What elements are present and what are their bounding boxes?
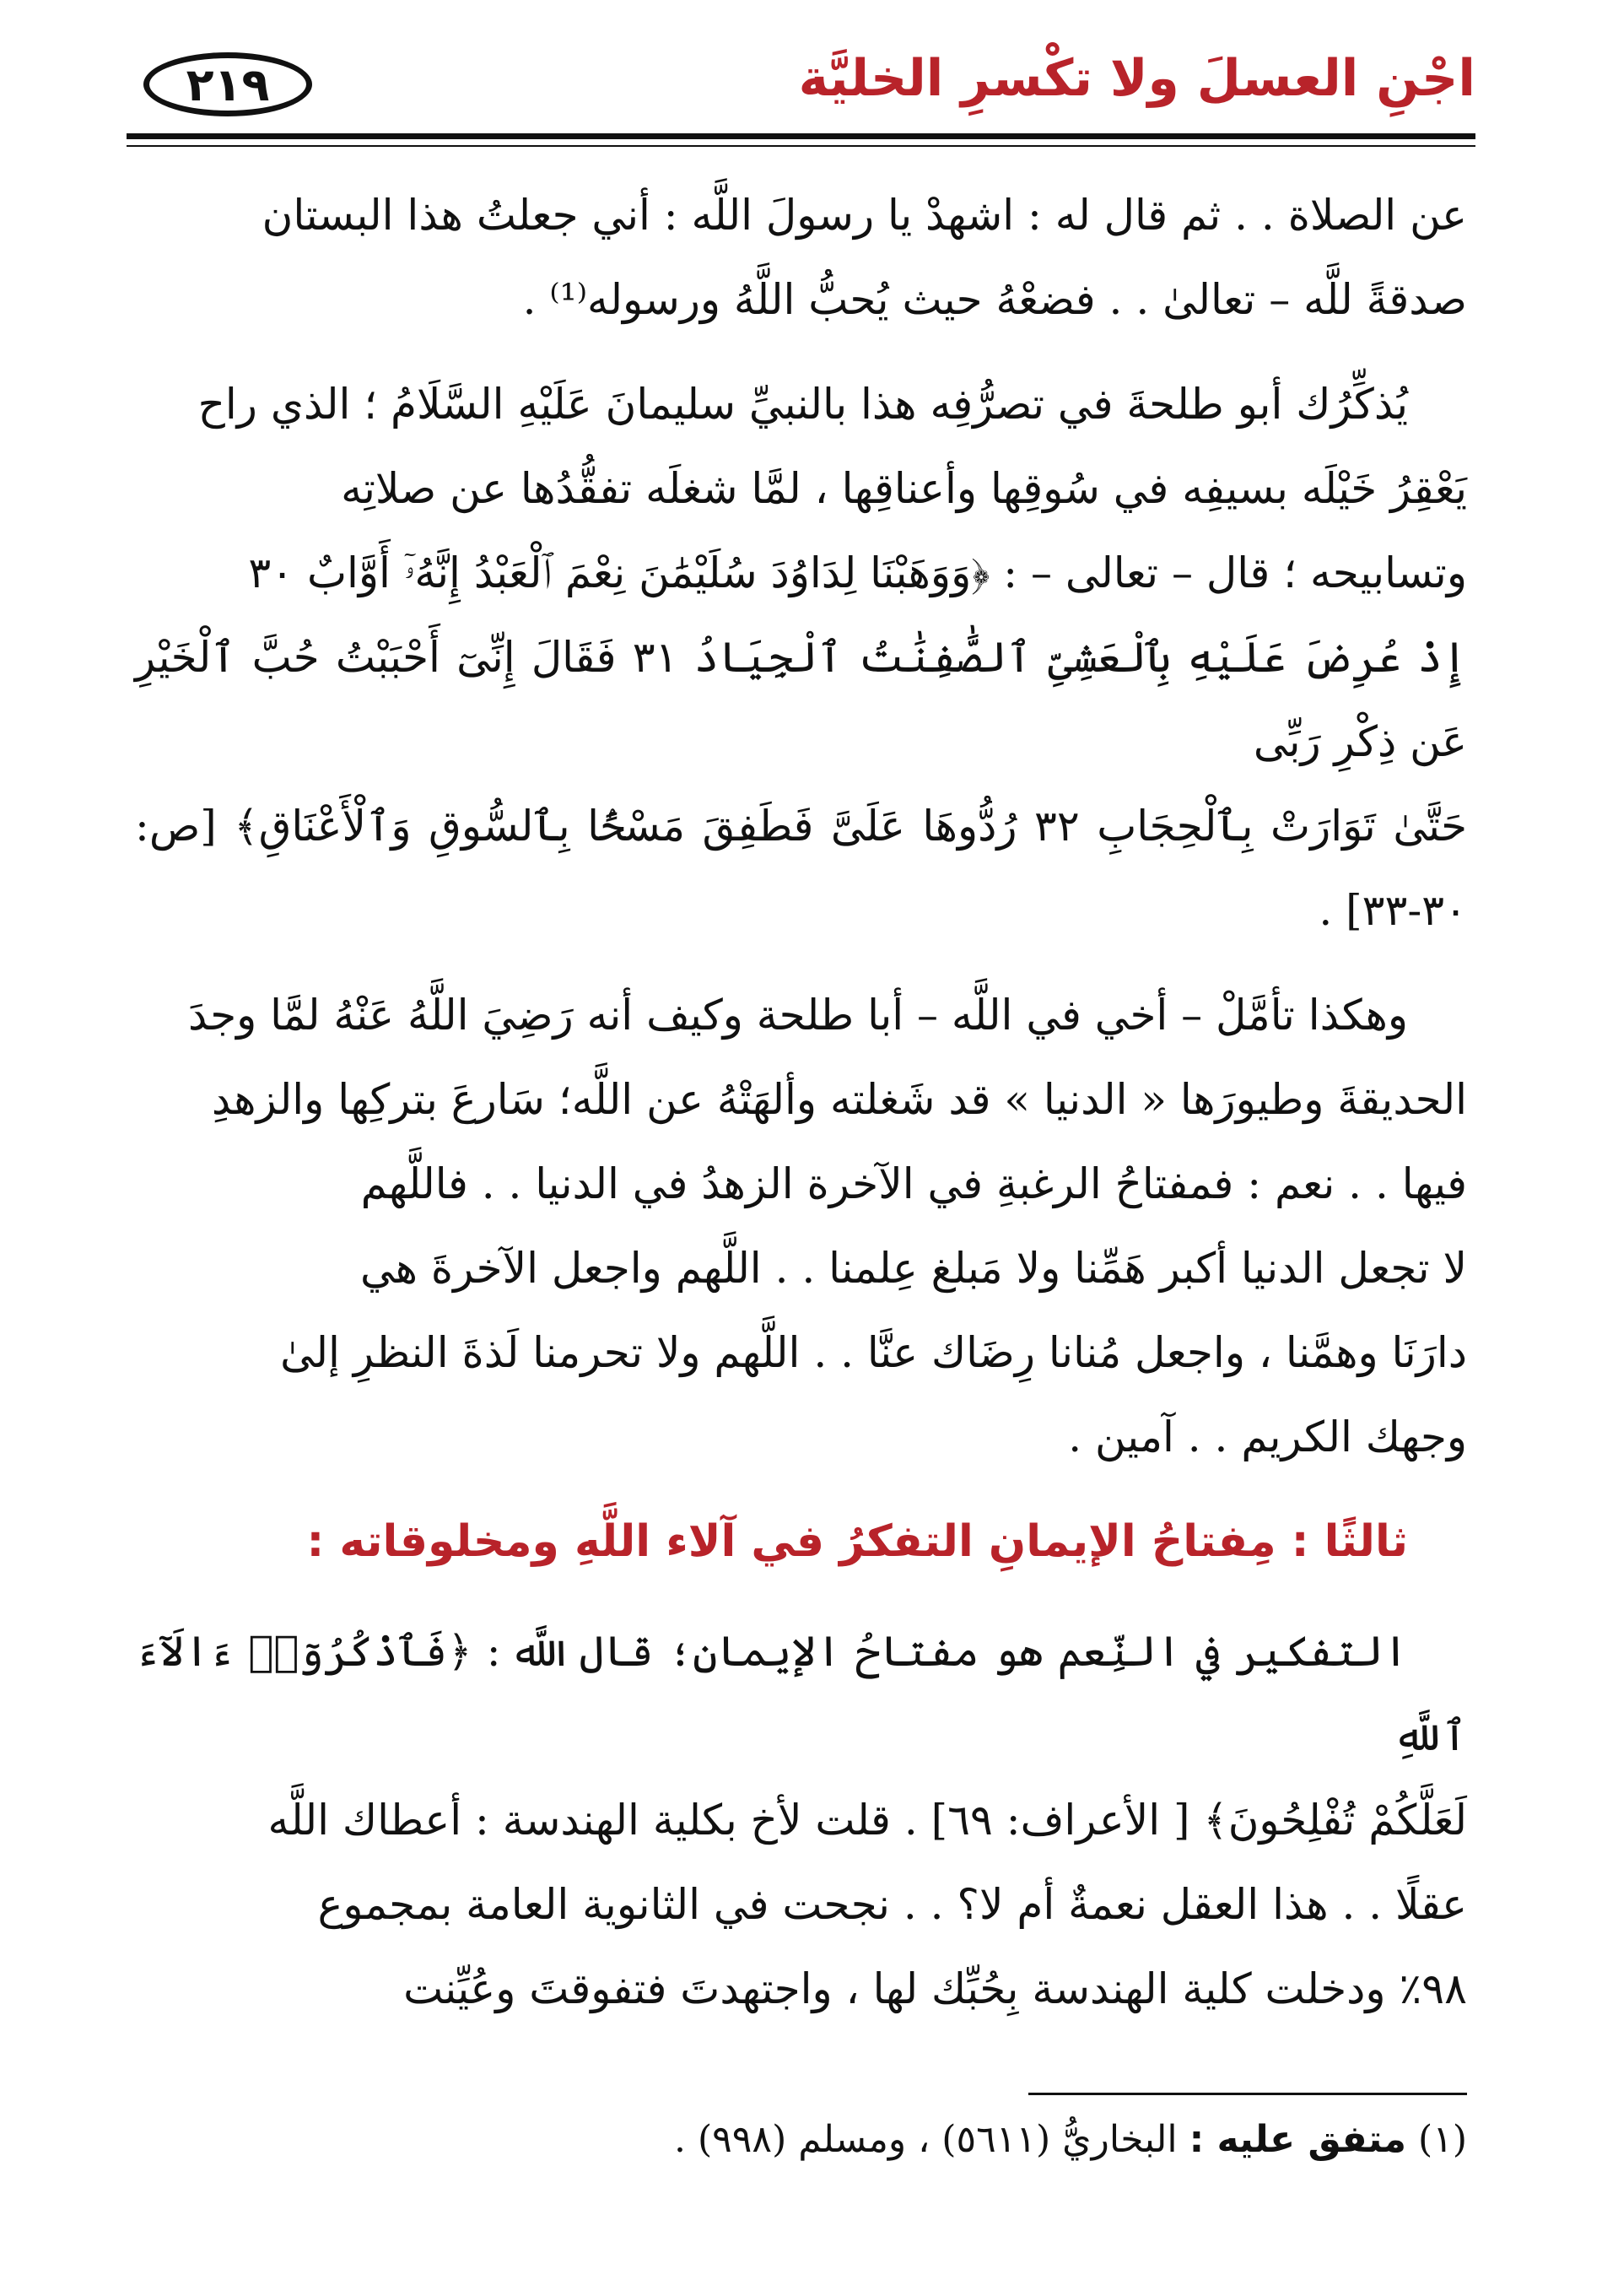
- running-title: اجْنِ العسلَ ولا تكْسرِ الخليَّة: [798, 49, 1475, 108]
- text-line: وتسابيحه ؛ قال – تعالى – : ﴿وَوَهَبْنَا لِدَاوُدَ سُلَيْمَٰنَ نِعْمَ ٱلْعَبْدُ إِنَّهُۥٓ أَوَّابٌ ٣٠: [248, 548, 1467, 597]
- page-body: [135, 173, 1467, 2051]
- header-rule-thin: [127, 145, 1475, 147]
- footnote-separator: [1028, 2093, 1467, 2095]
- text-line: وجهك الكريم . . آمين .: [1068, 1413, 1467, 1461]
- text-line: دارَنَا وهمَّنا ، واجعل مُنانا رِضَاك عنَّا . . اللَّهم ولا تحرمنا لَذةَ النظرِ إلىٰ: [280, 1328, 1467, 1377]
- footnote-text: البخاريُّ (٥٦١١) ، ومسلم (٩٩٨) .: [674, 2118, 1178, 2161]
- page-header: [127, 34, 1475, 135]
- text-line: لا تجعل الدنيا أكبر هَمِّنا ولا مَبلغ عِلمنا . . اللَّهم واجعل الآخرةَ هي: [359, 1244, 1467, 1293]
- paragraph-1: [135, 173, 1467, 342]
- text-line: ٩٨٪ ودخلت كلية الهندسة بِحُبِّك لها ، واجتهدتَ فتفوقتَ وعُيِّنت: [403, 1964, 1467, 2013]
- quran-verse-line: حَتَّىٰ تَوَارَتْ بِٱلْحِجَابِ ٣٢ رُدُّوهَا عَلَىَّ فَطَفِقَ مَسْحًۢا بِٱلسُّوقِ وَٱلْأَعْنَاقِ﴾ [ص: ٣٠-٣٣] .: [135, 802, 1467, 935]
- footnote-marker: (١): [1418, 2118, 1467, 2161]
- text-line: وهكذا تأمَّلْ – أخي في اللَّه – أبا طلحة وكيف أنه رَضِيَ اللَّهُ عَنْهُ لمَّا وجدَ: [187, 991, 1408, 1040]
- section-heading: ثالثًا : مِفتاحُ الإيمانِ التفكرُ في آلاء اللَّهِ ومخلوقاته :: [306, 1516, 1408, 1567]
- paragraph-2: [135, 362, 1467, 953]
- footnote-label: متفق عليه :: [1189, 2118, 1407, 2161]
- paragraph-3: [135, 973, 1467, 1479]
- text-line: التفكير في النِّعم هو مفتاحُ الإيمان؛ قال اللَّه : ﴿فَٱذْكُرُوٓا۟ ءَالَآءَ ٱللَّهِ: [135, 1627, 1467, 1760]
- text-line: يَعْقِرُ خَيْلَه بسيفِه في سُوقِها وأعناقِها ، لمَّا شغلَه تفقُّدُها عن صلاتِه: [341, 464, 1467, 513]
- text-line: عقلًا . . هذا العقل نعمةٌ أم لا؟ . . نجحت في الثانوية العامة بمجموع: [317, 1880, 1467, 1929]
- text-line: لَعَلَّكُمْ تُفْلِحُونَ﴾ [ الأعراف: ٦٩] . قلت لأخ بكلية الهندسة : أعطاك اللَّه: [267, 1796, 1467, 1845]
- quran-verse-line: إِذْ عُرِضَ عَلَيْهِ بِٱلْعَشِىِّ ٱلصَّٰفِنَٰتُ ٱلْجِيَادُ ٣١ فَقَالَ إِنِّىٓ أَحْبَبْتُ حُبَّ ٱلْخَيْرِ عَن ذِكْرِ رَبِّى: [135, 633, 1467, 766]
- paragraph-4: [135, 1609, 1467, 2031]
- page-number: ٢١٩: [143, 52, 312, 116]
- text-line: صدقةً للَّه – تعالىٰ . . فضعْهُ حيث يُحبُّ اللَّهُ ورسوله⁽¹⁾ .: [522, 275, 1467, 324]
- text-line: فيها . . نعم : فمفتاحُ الرغبةِ في الآخرة الزهدُ في الدنيا . . فاللَّهم: [360, 1159, 1467, 1208]
- header-rule-thick: [127, 133, 1475, 139]
- text-line: الحديقةَ وطيورَها « الدنيا » قد شَغلته وألهَتْهُ عن اللَّه؛ سَارعَ بتركِها والزهدِ: [211, 1075, 1467, 1124]
- text-line: يُذكِّرُك أبو طلحةَ في تصرُّفِه هذا بالنبيِّ سليمانَ عَلَيْهِ السَّلَامُ ؛ الذي راح: [197, 380, 1408, 429]
- text-line: عن الصلاة . . ثم قال له : اشهدْ يا رسولَ اللَّه : أني جعلتُ هذا البستان: [262, 191, 1467, 240]
- footnote: [135, 2118, 1467, 2161]
